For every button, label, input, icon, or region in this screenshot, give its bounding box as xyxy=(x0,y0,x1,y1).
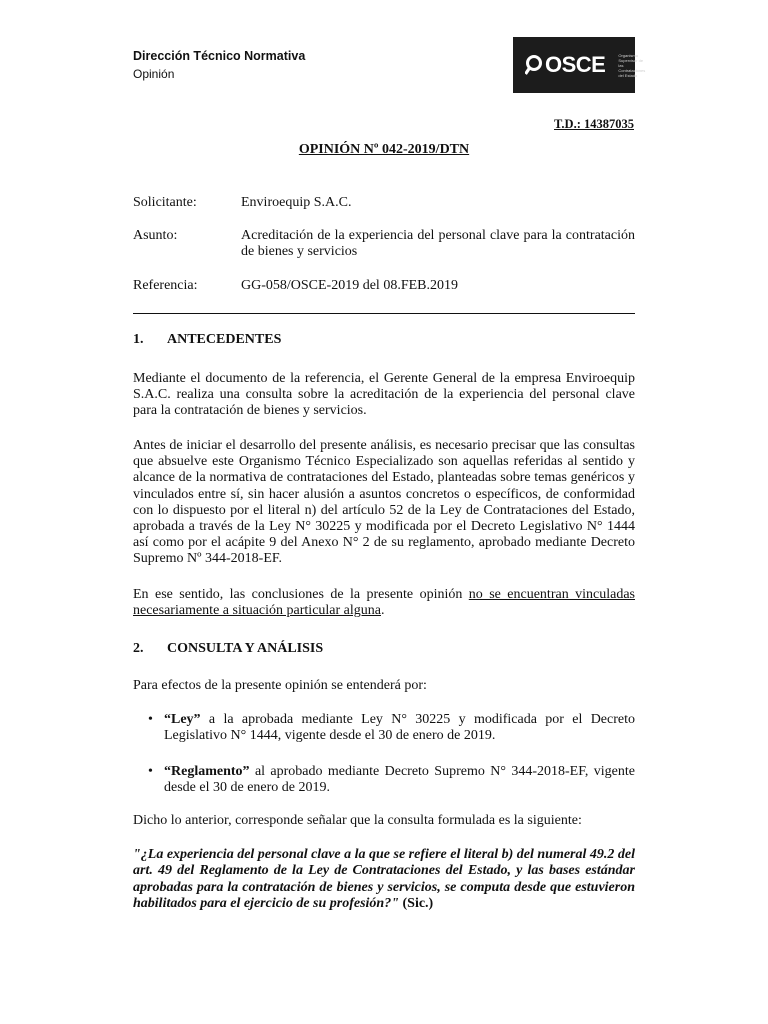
consulta-lead: Dicho lo anterior, corresponde señalar que la consulta formulada es la siguiente: xyxy=(133,813,582,828)
definitions-intro: Para efectos de la presente opinión se entenderá por: xyxy=(133,678,427,693)
p3-underlined: no se encuentran vinculadas necesariamente a situación particular alguna xyxy=(133,587,635,619)
td-number: T.D.: 14387035 xyxy=(554,117,634,131)
definition-ley-term: “Ley” xyxy=(164,712,201,727)
document-type: Opinión xyxy=(133,67,175,81)
section-2-heading xyxy=(133,641,323,657)
referencia-value: GG-058/OSCE-2019 del 08.FEB.2019 xyxy=(241,278,458,293)
header-divider xyxy=(133,313,635,314)
section-1-title: ANTECEDENTES xyxy=(167,332,282,347)
section-1-number: 1. xyxy=(133,332,144,347)
solicitante-label: Solicitante: xyxy=(133,195,197,210)
definition-ley-body: a la aprobada mediante Ley N° 30225 y modificada por el Decreto Legislativo N° 1444, vigente desde el 30 de enero de 2019. xyxy=(164,712,635,744)
logo-subtitle: Organismo Supervisor de las Contrataciones del Estado xyxy=(618,52,646,78)
section-1-heading xyxy=(133,332,281,348)
consulta-quote-sic: (Sic.) xyxy=(399,896,434,912)
osce-logo xyxy=(513,37,646,93)
definition-ley-text xyxy=(164,712,635,744)
definition-reglamento-text xyxy=(164,764,635,796)
antecedentes-paragraph-3 xyxy=(133,587,635,619)
asunto-label: Asunto: xyxy=(133,228,178,243)
referencia-label: Referencia: xyxy=(133,278,198,293)
p3-end: . xyxy=(381,603,385,619)
osce-logo-mark xyxy=(525,52,605,78)
magnifier-icon xyxy=(525,54,545,76)
consulta-quote xyxy=(133,847,635,913)
definition-reglamento xyxy=(148,764,635,796)
solicitante-value: Enviroequip S.A.C. xyxy=(241,195,352,210)
logo-text: OSCE xyxy=(545,52,606,77)
opinion-title xyxy=(0,142,768,158)
definition-ley xyxy=(148,712,635,744)
bullet-icon: • xyxy=(148,712,153,727)
directorate-name: Dirección Técnico Normativa xyxy=(133,49,306,63)
bullet-icon: • xyxy=(148,764,153,779)
definition-reglamento-body: al aprobado mediante Decreto Supremo N° 344-2018-EF, vigente desde el 30 de enero de 2019. xyxy=(164,764,635,796)
section-2-number: 2. xyxy=(133,641,144,656)
consulta-quote-text: "¿La experiencia del personal clave a la que se refiere el literal b) del numeral 49.2 del art. 49 del Reglamento de la Ley de Contrataciones del Estado, y las bases estándar aprobadas para la contratación de bienes y servicios, se computa desde que estuvieron habilitados para el ejercicio de su profesión?" xyxy=(133,847,635,912)
asunto-value: Acreditación de la experiencia del personal clave para la contratación de bienes y servicios xyxy=(241,228,635,259)
antecedentes-paragraph-2: Antes de iniciar el desarrollo del presente análisis, es necesario precisar que las consultas que absuelve este Organismo Técnico Especializado son aquellas referidas al sentido y alcance de la normativa de contrataciones del Estado, planteadas sobre temas genéricos y vinculados entre sí, sin hacer alusión a asuntos concretos o específicos, de conformidad con lo dispuesto por el literal n) del artículo 52 de la Ley de Contrataciones del Estado, aprobada a través de la Ley N° 30225 y modificada por el Decreto Legislativo N° 1444 así como por el acápite 9 del Anexo N° 2 de su reglamento, aprobado mediante Decreto Supremo Nº 344-2018-EF. xyxy=(133,438,635,567)
p3-start: En ese sentido, las conclusiones de la presente opinión xyxy=(133,587,469,602)
definition-reglamento-term: “Reglamento” xyxy=(164,764,250,779)
section-2-title: CONSULTA Y ANÁLISIS xyxy=(167,641,324,656)
opinion-title-text: OPINIÓN Nº 042-2019/DTN xyxy=(298,142,470,157)
antecedentes-paragraph-1: Mediante el documento de la referencia, el Gerente General de la empresa Enviroequip S.A.C. realiza una consulta sobre la acreditación de la experiencia del personal clave para la contratación de bienes y servicios. xyxy=(133,371,635,419)
